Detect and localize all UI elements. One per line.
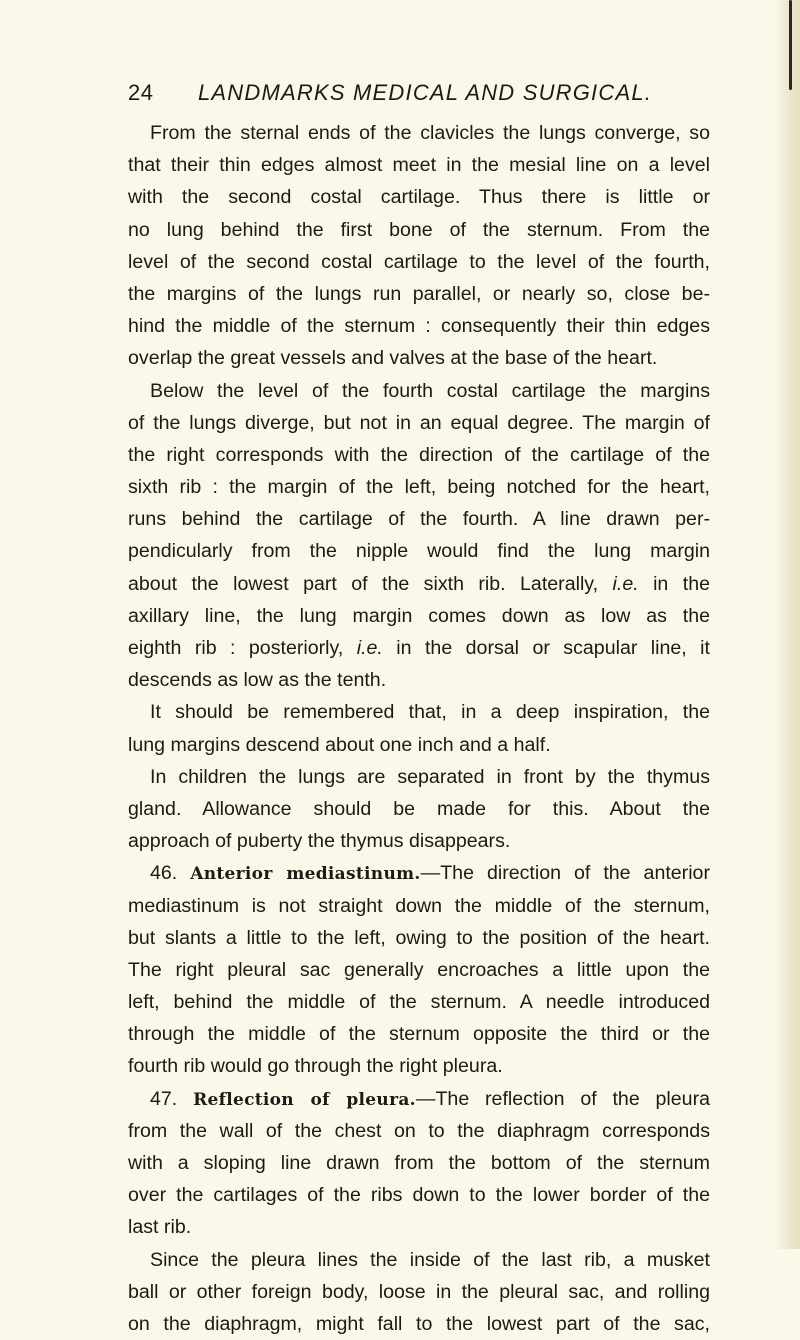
text-line: no lung behind the first bone of the sternum. From the — [128, 218, 710, 241]
text-line: The right pleural sac generally encroaches a little upon the — [128, 958, 710, 981]
text-span: —The direction of the anterior — [420, 862, 710, 885]
text-line — [128, 1083, 710, 1115]
text-line: From the sternal ends of the clavicles the lungs converge, so — [150, 122, 710, 144]
text-line: pendicularly from the nipple would find the lung margin — [128, 540, 710, 563]
text-line: descends as low as the tenth. — [128, 669, 387, 692]
text-line — [128, 857, 710, 889]
text-line: gland. Allowance should be made for this. About the — [128, 797, 710, 820]
text-line: through the middle of the sternum opposite the third or the — [128, 1023, 710, 1046]
text-line: on the diaphragm, might fall to the lowest part of the sac, — [128, 1312, 710, 1335]
text-span: about the lowest part of the sixth rib. Laterally, — [128, 572, 613, 595]
text-line: last rib. — [128, 1216, 192, 1239]
text-span: —The reflection of the pleura — [415, 1087, 710, 1110]
text-line: level of the second costal cartilage to the level of the fourth, — [128, 250, 710, 273]
page-header — [128, 78, 688, 112]
text-span: eighth rib : posteriorly, — [128, 637, 357, 659]
text-span: in the — [638, 572, 710, 595]
text-line: with a sloping line drawn from the bottom of the sternum — [128, 1152, 710, 1174]
text-line: Since the pleura lines the inside of the last rib, a musket — [150, 1248, 710, 1271]
text-line: that their thin edges almost meet in the mesial line on a level — [128, 154, 710, 177]
text-line: left, behind the middle of the sternum. A needle introduced — [128, 991, 710, 1014]
text-line: of the lungs diverge, but not in an equal degree. The margin of — [128, 411, 710, 434]
text-line: approach of puberty the thymus disappears. — [128, 830, 511, 853]
section-heading: Reflection of pleura. — [193, 1089, 416, 1110]
text-line: In children the lungs are separated in front by the thymus — [150, 765, 710, 788]
text-line: hind the middle of the sternum : consequently their thin edges — [128, 315, 710, 338]
italic-abbreviation: i.e. — [356, 637, 383, 659]
text-line — [128, 568, 710, 600]
text-line: sixth rib : the margin of the left, being notched for the heart, — [128, 476, 710, 499]
text-line: Below the level of the fourth costal cartilage the margins — [150, 379, 710, 402]
text-line: from the wall of the chest on to the diaphragm corresponds — [128, 1119, 710, 1142]
section-number: 47. — [150, 1087, 178, 1110]
text-line: fourth rib would go through the right pleura. — [128, 1055, 503, 1078]
text-line: overlap the great vessels and valves at the base of the heart. — [128, 347, 658, 370]
italic-abbreviation: i.e. — [612, 572, 639, 595]
page-edge-mark — [789, 0, 792, 90]
section-number: 46. — [150, 862, 178, 885]
text-line: but slants a little to the left, owing to the position of the heart. — [128, 926, 710, 949]
page-number: 24 — [128, 80, 154, 105]
text-line: runs behind the cartilage of the fourth. A line drawn per- — [128, 508, 710, 531]
text-line — [128, 632, 710, 664]
text-line: axillary line, the lung margin comes down as low as the — [128, 604, 710, 627]
running-head: LANDMARKS MEDICAL AND SURGICAL. — [198, 80, 653, 105]
text-span: in the dorsal or scapular line, it — [382, 637, 710, 659]
text-line: It should be remembered that, in a deep inspiration, the — [150, 701, 710, 724]
text-line: the right corresponds with the direction of the cartilage of the — [128, 443, 710, 466]
page-edge-shadow — [774, 0, 800, 1249]
text-line: over the cartilages of the ribs down to the lower border of the — [128, 1184, 710, 1207]
body-text — [128, 117, 710, 1340]
text-line: with the second costal cartilage. Thus there is little or — [128, 186, 710, 209]
text-line: ball or other foreign body, loose in the pleural sac, and rolling — [128, 1280, 710, 1303]
text-line: mediastinum is not straight down the middle of the sternum, — [128, 894, 710, 917]
text-line: lung margins descend about one inch and a half. — [128, 733, 551, 756]
section-heading: Anterior mediastinum. — [190, 864, 421, 885]
text-line: the margins of the lungs run parallel, or nearly so, close be- — [128, 282, 710, 305]
